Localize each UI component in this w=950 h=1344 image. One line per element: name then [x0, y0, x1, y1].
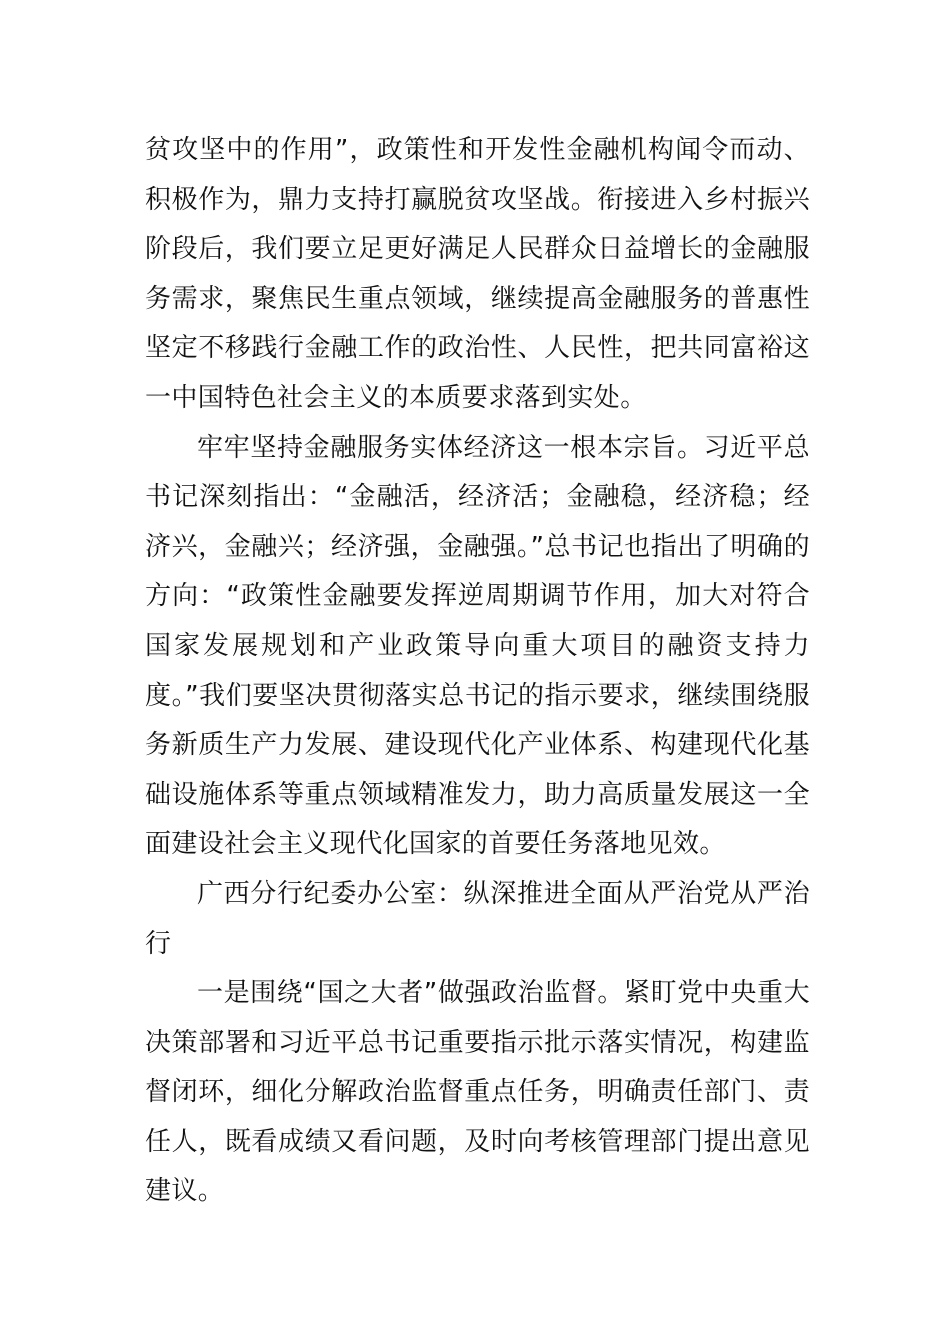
paragraph-3-heading: 广西分行纪委办公室：纵深推进全面从严治党从严治行 [145, 878, 810, 959]
paragraph-2: 牢牢坚持金融服务实体经济这一根本宗旨。习近平总书记深刻指出：“金融活，经济活；金融稳，经济稳；经济兴，金融兴；经济强，金融强。”总书记也指出了明确的方向：“政策性金融要发挥逆周期调节作用，加大对符合国家发展规划和产业政策导向重大项目的融资支持力度。”我们要坚决贯彻落实总书记的指示要求，继续围绕服务新质生产力发展、建设现代化产业体系、构建现代化基础设施体系等重点领域精准发力，助力高质量发展这一全面建设社会主义现代化国家的首要任务落地见效。 [145, 432, 810, 860]
paragraph-1: 贫攻坚中的作用”，政策性和开发性金融机构闻令而动、积极作为，鼎力支持打赢脱贫攻坚战。衔接进入乡村振兴阶段后，我们要立足更好满足人民群众日益增长的金融服务需求，聚焦民生重点领域，继续提高金融服务的普惠性坚定不移践行金融工作的政治性、人民性，把共同富裕这一中国特色社会主义的本质要求落到实处。 [145, 135, 810, 413]
paragraph-4: 一是围绕“国之大者”做强政治监督。紧盯党中央重大决策部署和习近平总书记重要指示批示落实情况，构建监督闭环，细化分解政治监督重点任务，明确责任部门、责任人，既看成绩又看问题，及时向考核管理部门提出意见建议。 [145, 978, 810, 1207]
document-body [145, 126, 810, 1217]
